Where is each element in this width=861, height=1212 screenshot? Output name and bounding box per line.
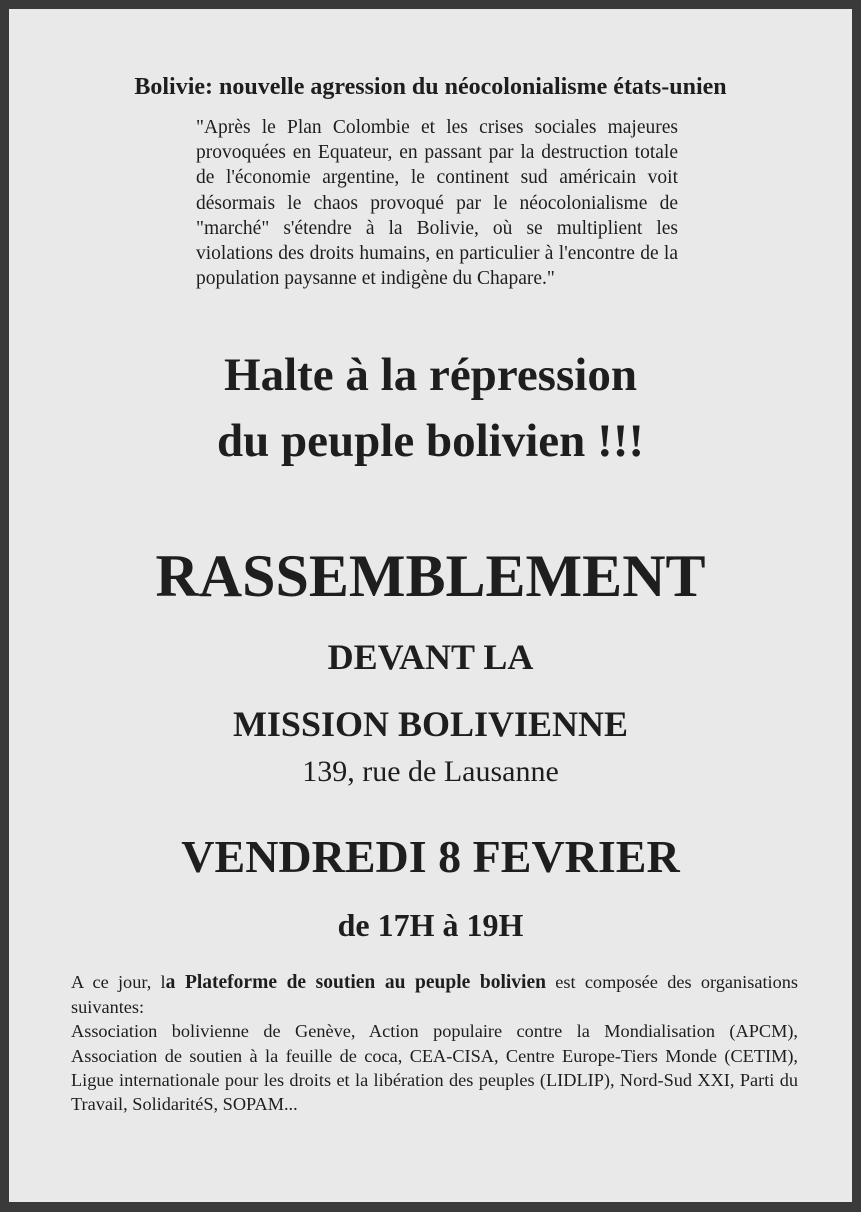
footer-intro-prefix: A ce jour, l xyxy=(71,972,166,992)
flyer-heading: Bolivie: nouvelle agression du néocolonialisme états-unien xyxy=(134,74,727,100)
platform-name: a Plateforme de soutien au peuple bolivien xyxy=(165,972,546,993)
quote-paragraph: "Après le Plan Colombie et les crises sociales majeures provoquées en Equateur, en passant par la destruction totale de l'économie argentine, le continent sud américain voit désormais le chaos provoqué par le néocolonialisme de "marché" s'étendre à la Bolivie, où se multiplient les violations des droits humains, en particulier à l'encontre de la population paysanne et indigène du Chapare." xyxy=(196,117,678,290)
mission-label: MISSION BOLIVIENNE xyxy=(232,704,629,744)
footer-intro-suffix: est composée des organisations suivantes: xyxy=(71,972,798,1018)
footer-paragraph xyxy=(71,970,798,1116)
event-date: VENDREDI 8 FEVRIER xyxy=(181,831,680,882)
address: 139, rue de Lausanne xyxy=(302,755,559,788)
organizations-list: Association bolivienne de Genève, Action populaire contre la Mondialisation (APCM), Association de soutien à la feuille de coca, CEA-CISA, Centre Europe-Tiers Monde (CETIM), Ligue internationale pour les droits et la libération des peuples (LIDLIP), Nord-Sud XXI, Parti du Travail, SolidaritéS, SOPAM... xyxy=(71,1021,798,1115)
slogan-line-1: Halte à la répression xyxy=(224,349,637,401)
gathering-title: RASSEMBLEMENT xyxy=(155,543,706,609)
in-front-of-label: DEVANT LA xyxy=(327,637,534,677)
slogan-line-2: du peuple bolivien !!! xyxy=(217,415,644,467)
event-time: de 17H à 19H xyxy=(337,907,524,943)
slogan xyxy=(0,342,861,474)
